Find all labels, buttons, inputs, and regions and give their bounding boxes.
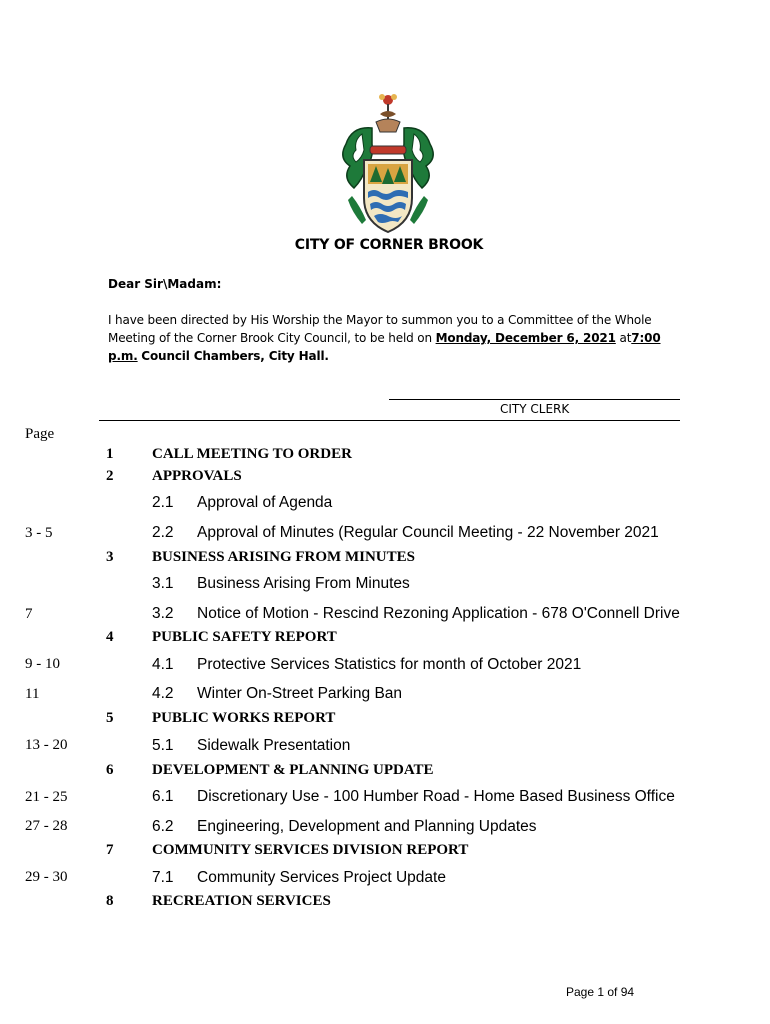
- item-number: 3.2: [152, 605, 174, 622]
- item-number: 4.2: [152, 685, 174, 702]
- city-crest-logo: [332, 88, 444, 238]
- section-number: 2: [106, 468, 114, 484]
- agenda-item-title[interactable]: Winter On-Street Parking Ban: [197, 685, 403, 702]
- item-number: 3.1: [152, 575, 174, 592]
- section-number: 6: [106, 762, 114, 778]
- item-pages: 29 - 30: [25, 869, 68, 885]
- signature-line: [389, 399, 680, 400]
- section-title: APPROVALS: [152, 468, 242, 484]
- section-title: PUBLIC WORKS REPORT: [152, 710, 336, 726]
- item-number: 7.1: [152, 869, 174, 886]
- agenda-item-title[interactable]: Approval of Agenda: [197, 494, 333, 511]
- item-number: 6.2: [152, 818, 174, 835]
- agenda-item-title[interactable]: Engineering, Development and Planning Updates: [197, 818, 537, 835]
- item-number: 5.1: [152, 737, 174, 754]
- meeting-location: Council Chambers, City Hall.: [141, 349, 329, 363]
- section-title: RECREATION SERVICES: [152, 893, 331, 909]
- meeting-time: 7:00 p.m.: [108, 331, 661, 363]
- section-number: 3: [106, 549, 114, 565]
- page-footer: Page 1 of 94: [566, 985, 635, 999]
- section-number: 7: [106, 842, 114, 858]
- section-title: COMMUNITY SERVICES DIVISION REPORT: [152, 842, 469, 858]
- item-pages: 9 - 10: [25, 656, 60, 672]
- salutation: Dear Sir\Madam:: [108, 277, 222, 291]
- agenda-item-title[interactable]: Sidewalk Presentation: [197, 737, 351, 754]
- agenda-item-title[interactable]: Community Services Project Update: [197, 869, 446, 886]
- signatory-label: CITY CLERK: [500, 402, 570, 416]
- divider: [99, 420, 680, 421]
- item-number: 6.1: [152, 788, 174, 805]
- item-pages: 3 - 5: [25, 525, 53, 541]
- section-number: 8: [106, 893, 114, 909]
- agenda-item-title[interactable]: Discretionary Use - 100 Humber Road - Home Based Business Office: [197, 788, 675, 805]
- meeting-date: Monday, December 6, 2021: [435, 331, 616, 345]
- document-title: CITY OF CORNER BROOK: [294, 237, 484, 253]
- item-number: 4.1: [152, 656, 174, 673]
- section-number: 1: [106, 446, 114, 462]
- agenda-item-title[interactable]: Business Arising From Minutes: [197, 575, 410, 592]
- at-word: at: [619, 331, 632, 345]
- meeting-notice-paragraph: [108, 311, 683, 365]
- intro-text: I have been directed by His Worship the Mayor to summon you to a Committee of the Whole Meeting of the Corner Brook City Council, to be held on: [108, 313, 652, 345]
- section-title: PUBLIC SAFETY REPORT: [152, 629, 337, 645]
- item-pages: 11: [25, 686, 40, 702]
- agenda-item-title[interactable]: Notice of Motion - Rescind Rezoning Application - 678 O'Connell Drive: [197, 605, 680, 622]
- agenda-item-title[interactable]: Approval of Minutes (Regular Council Meeting - 22 November 2021: [197, 524, 659, 541]
- section-number: 4: [106, 629, 114, 645]
- item-pages: 13 - 20: [25, 737, 68, 753]
- section-title: DEVELOPMENT & PLANNING UPDATE: [152, 762, 434, 778]
- item-pages: 7: [25, 606, 33, 622]
- agenda-item-title[interactable]: Protective Services Statistics for month of October 2021: [197, 656, 582, 673]
- item-pages: 27 - 28: [25, 818, 68, 834]
- item-number: 2.1: [152, 494, 174, 511]
- page-column-label: Page: [25, 426, 55, 442]
- section-number: 5: [106, 710, 114, 726]
- item-pages: 21 - 25: [25, 789, 68, 805]
- section-title: BUSINESS ARISING FROM MINUTES: [152, 549, 415, 565]
- item-number: 2.2: [152, 524, 174, 541]
- section-title: CALL MEETING TO ORDER: [152, 446, 352, 462]
